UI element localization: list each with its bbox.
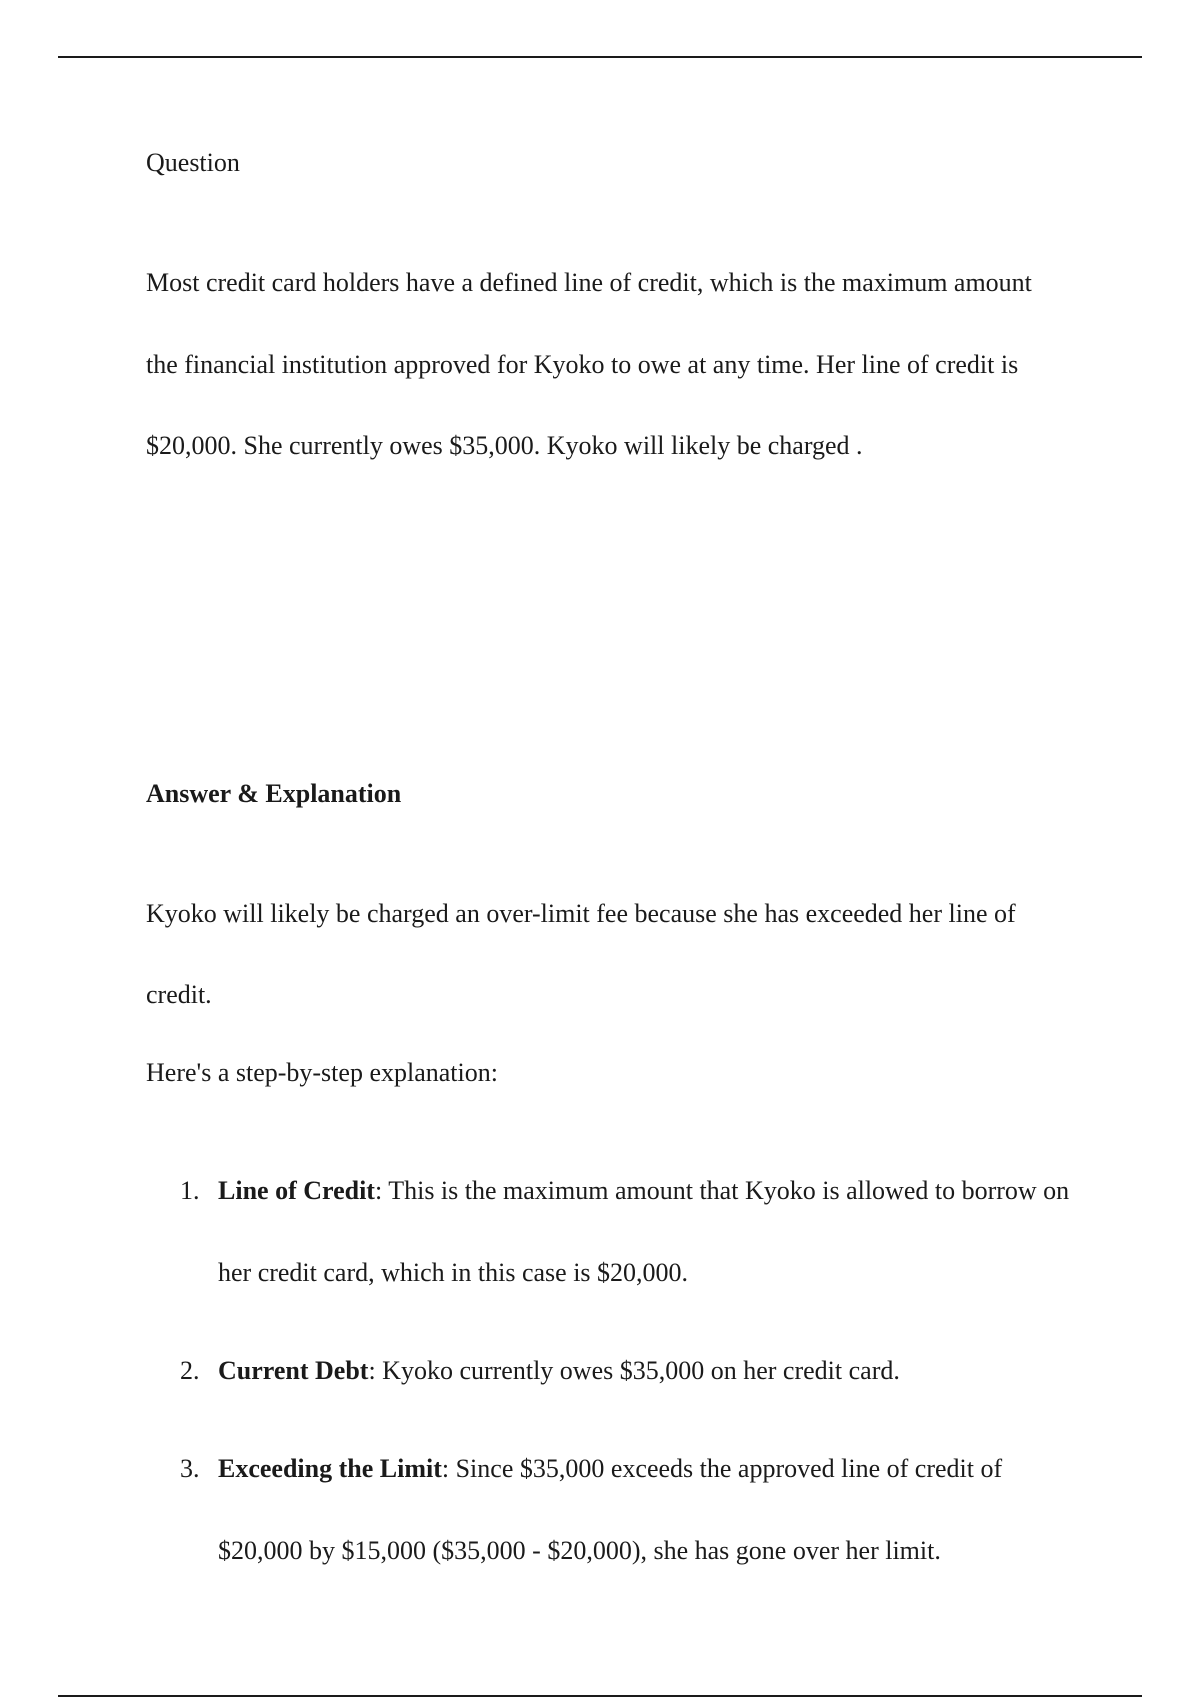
step-text: : Kyoko currently owes $35,000 on her credit card.	[368, 1356, 900, 1385]
step-item	[146, 1330, 1076, 1412]
step-term: Exceeding the Limit	[218, 1454, 442, 1483]
top-rule	[58, 56, 1142, 58]
step-item	[146, 1150, 1076, 1314]
answer-text: Kyoko will likely be charged an over-limit fee because she has exceeded her line of credit.	[146, 899, 1016, 1009]
step-text: : Since $35,000 exceeds the approved line of credit of $20,000 by $15,000 ($35,000 - $20,000), she has gone over her limit.	[218, 1454, 1003, 1565]
bottom-rule	[58, 1695, 1142, 1697]
step-text: : This is the maximum amount that Kyoko is allowed to borrow on her credit card, which in this case is $20,000.	[218, 1176, 1070, 1287]
step-number: 3.	[180, 1454, 200, 1483]
question-label: Question	[146, 148, 240, 177]
step-number: 1.	[180, 1176, 200, 1205]
step-number: 2.	[180, 1356, 200, 1385]
step-term: Current Debt	[218, 1356, 369, 1385]
answer-heading: Answer & Explanation	[146, 779, 402, 808]
question-text: Most credit card holders have a defined line of credit, which is the maximum amount the financial institution approved for Kyoko to owe at any time. Her line of credit is $20,000. She currently owes $35,000. Kyoko will likely be charged .	[146, 268, 1032, 460]
step-term: Line of Credit	[218, 1176, 375, 1205]
step-item	[146, 1428, 1076, 1592]
explanation-steps	[146, 1150, 1076, 1608]
explanation-intro: Here's a step-by-step explanation:	[146, 1058, 498, 1087]
